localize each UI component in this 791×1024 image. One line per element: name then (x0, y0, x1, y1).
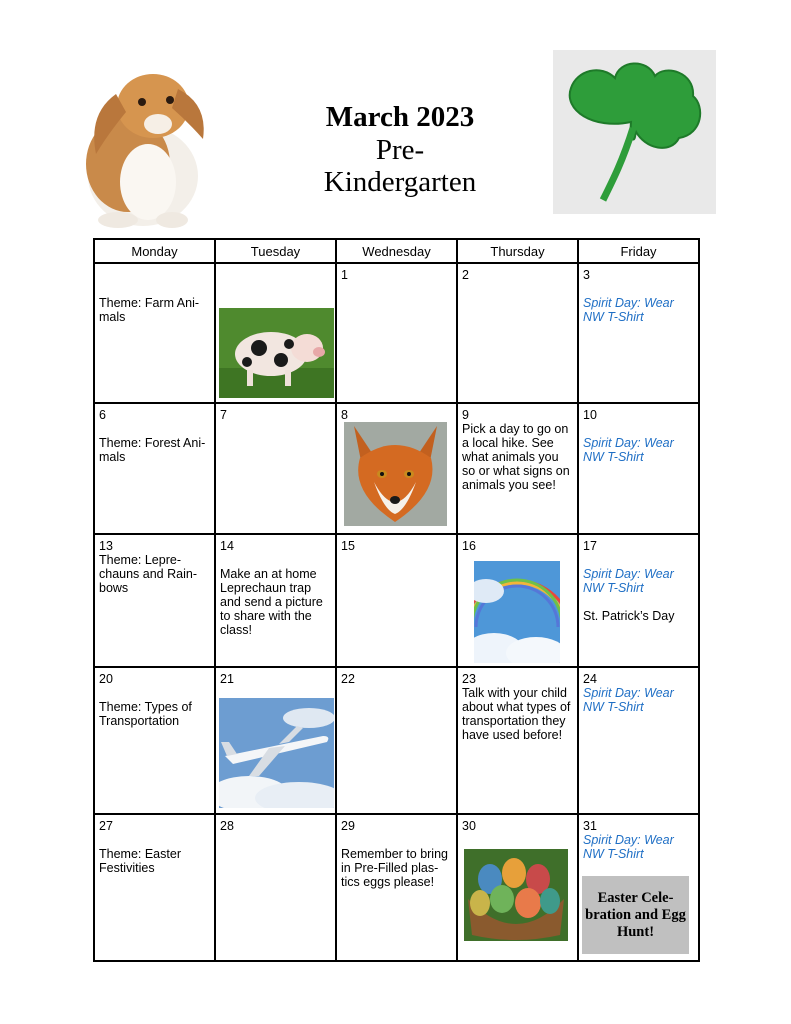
calendar-table (93, 238, 700, 962)
day-number: 31 (583, 819, 597, 833)
day-number: 23 (462, 672, 476, 686)
day-number (220, 268, 332, 282)
day-cell (336, 263, 457, 403)
day-header-thursday: Thursday (457, 239, 578, 263)
calendar-week-row (94, 263, 699, 403)
activity-text: Make an at home Leprechaun trap and send a picture to share with the class! (220, 567, 323, 637)
day-cell (94, 403, 215, 534)
day-header-tuesday: Tuesday (215, 239, 336, 263)
day-cell (457, 814, 578, 961)
spirit-day-text: Spirit Day: Wear NW T-Shirt (583, 296, 674, 324)
theme-text: Theme: Forest Ani-mals (99, 436, 206, 464)
spirit-day-text: Spirit Day: Wear NW T-Shirt (583, 833, 674, 861)
day-cell (578, 667, 699, 814)
theme-text: Theme: Farm Ani-mals (99, 296, 200, 324)
day-cell (215, 667, 336, 814)
day-cell (215, 814, 336, 961)
fox-image (344, 422, 447, 526)
day-cell (578, 403, 699, 534)
day-number: 24 (583, 672, 597, 686)
day-cell (336, 534, 457, 667)
page-subtitle-line2: Kindergarten (323, 166, 477, 198)
day-cell (94, 534, 215, 667)
theme-text: Theme: Easter Festivities (99, 847, 181, 875)
day-number: 30 (462, 819, 476, 833)
day-cell (215, 403, 336, 534)
day-number: 17 (583, 539, 597, 553)
pig-image (219, 308, 334, 398)
day-cell (336, 667, 457, 814)
day-number: 27 (99, 819, 113, 833)
calendar-week-row (94, 667, 699, 814)
holiday-text: St. Patrick’s Day (583, 609, 675, 623)
day-number (99, 268, 211, 282)
day-number: 14 (220, 539, 234, 553)
day-number: 1 (341, 268, 348, 282)
day-number: 3 (583, 268, 590, 282)
day-number: 22 (341, 672, 355, 686)
day-header-monday: Monday (94, 239, 215, 263)
day-cell (457, 667, 578, 814)
day-cell (215, 534, 336, 667)
day-number: 16 (462, 539, 476, 553)
easter-celebration-text: Easter Cele-bration and Egg Hunt! (585, 889, 686, 940)
day-number: 21 (220, 672, 234, 686)
day-number: 6 (99, 408, 106, 422)
spirit-day-text: Spirit Day: Wear NW T-Shirt (583, 686, 674, 714)
spirit-day-text: Spirit Day: Wear NW T-Shirt (583, 436, 674, 464)
day-cell (336, 814, 457, 961)
day-number: 9 (462, 408, 469, 422)
day-number: 20 (99, 672, 113, 686)
bunny-image (68, 44, 218, 230)
day-number: 7 (220, 408, 227, 422)
day-cell (457, 263, 578, 403)
day-cell (215, 263, 336, 403)
day-number: 10 (583, 408, 597, 422)
spirit-day-text: Spirit Day: Wear NW T-Shirt (583, 567, 674, 595)
activity-text: Remember to bring in Pre-Filled plas-tics eggs please! (341, 847, 448, 889)
airplane-image (219, 698, 334, 808)
day-number: 29 (341, 819, 355, 833)
day-number: 2 (462, 268, 469, 282)
activity-text: Pick a day to go on a local hike. See what animals you so or what signs on animals you see! (462, 422, 570, 492)
day-cell (457, 403, 578, 534)
page-subtitle-line1: Pre- (375, 134, 425, 166)
day-header-wednesday: Wednesday (336, 239, 457, 263)
page-title: March 2023 (325, 101, 475, 133)
day-cell (578, 814, 699, 961)
day-cell (336, 403, 457, 534)
page-title-block (280, 100, 520, 198)
day-cell (94, 667, 215, 814)
day-cell (578, 263, 699, 403)
theme-text: Theme: Types of Transportation (99, 700, 192, 728)
calendar-week-row (94, 814, 699, 961)
day-cell (578, 534, 699, 667)
day-cell (94, 814, 215, 961)
shamrock-image (553, 50, 716, 214)
day-cell (457, 534, 578, 667)
activity-text: Talk with your child about what types of transportation they have used before! (462, 686, 571, 742)
day-number: 8 (341, 408, 348, 422)
day-number: 28 (220, 819, 234, 833)
calendar-header-row (94, 239, 699, 263)
easter-eggs-image (464, 849, 568, 941)
calendar-week-row (94, 403, 699, 534)
day-cell (94, 263, 215, 403)
calendar-week-row (94, 534, 699, 667)
theme-text: Theme: Lepre-chauns and Rain-bows (99, 553, 197, 595)
rainbow-image (474, 561, 560, 663)
day-number: 15 (341, 539, 355, 553)
day-header-friday: Friday (578, 239, 699, 263)
day-number: 13 (99, 539, 113, 553)
easter-celebration-box (582, 876, 689, 954)
